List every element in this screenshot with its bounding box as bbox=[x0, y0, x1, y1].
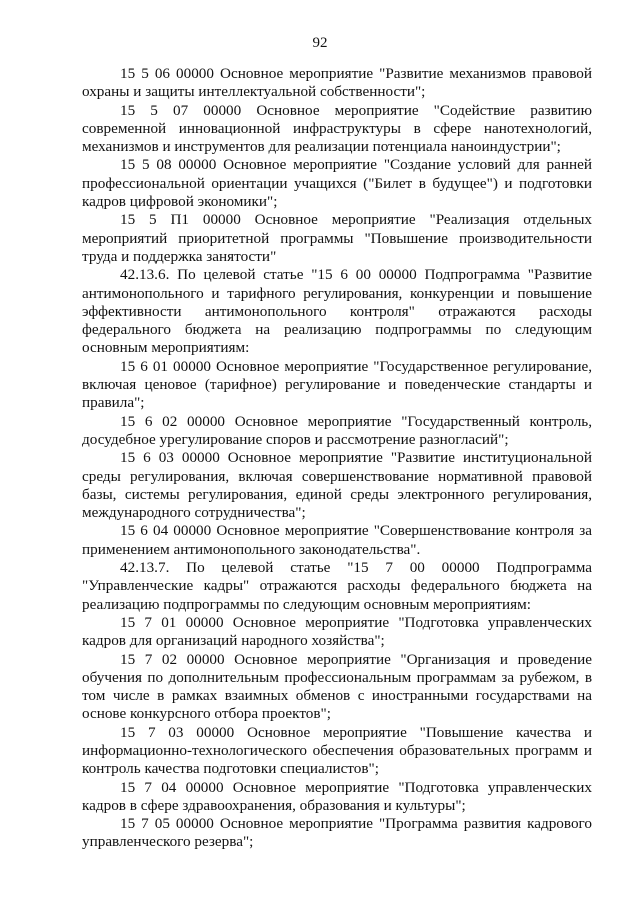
paragraph: 15 5 П1 00000 Основное мероприятие "Реализация отдельных мероприятий приоритетной программы "Повышение производительности труда и поддержка занятости" bbox=[82, 211, 592, 265]
paragraph: 15 6 01 00000 Основное мероприятие "Государственное регулирование, включая ценовое (тарифное) регулирование и поведенческие стандарты и правила"; bbox=[82, 357, 592, 412]
document-body bbox=[82, 65, 592, 852]
page-number: 92 bbox=[312, 35, 328, 51]
paragraph: 15 7 03 00000 Основное мероприятие "Повышение качества и информационно-технологического обеспечения образовательных программ и контроль качества подготовки специалистов"; bbox=[82, 723, 592, 778]
paragraph: 15 6 04 00000 Основное мероприятие "Совершенствование контроля за применением антимонопольного законодательства". bbox=[82, 522, 592, 558]
paragraph: 15 5 06 00000 Основное мероприятие "Развитие механизмов правовой охраны и защиты интеллектуальной собственности"; bbox=[82, 65, 592, 101]
section-paragraph: 42.13.7. По целевой статье "15 7 00 00000 Подпрограмма "Управленческие кадры" отражаются расходы федерального бюджета на реализацию подпрограммы по следующим основным мероприятиям: bbox=[82, 559, 592, 613]
paragraph: 15 6 02 00000 Основное мероприятие "Государственный контроль, досудебное урегулирование споров и рассмотрение разногласий"; bbox=[82, 412, 592, 448]
paragraph: 15 7 04 00000 Основное мероприятие "Подготовка управленческих кадров в сфере здравоохранения, образования и культуры"; bbox=[82, 778, 592, 814]
paragraph: 15 7 02 00000 Основное мероприятие "Организация и проведение обучения по дополнительным профессиональным программам за рубежом, в том числе в рамках взаимных обменов с иностранными государствами на основе конкурсного отбора проектов"; bbox=[82, 650, 592, 723]
paragraph: 15 5 07 00000 Основное мероприятие "Содействие развитию современной инновационной инфраструктуры в сфере нанотехнологий, механизмов и инструментов для реализации потенциала наноиндустрии"; bbox=[82, 101, 592, 156]
paragraph: 15 7 01 00000 Основное мероприятие "Подготовка управленческих кадров для организаций народного хозяйства"; bbox=[82, 613, 592, 650]
paragraph: 15 6 03 00000 Основное мероприятие "Развитие институциональной среды регулирования, включая совершенствование нормативной правовой базы, системы регулирования, единой среды электронного регулирования, международного сотрудничества"; bbox=[82, 449, 592, 522]
section-paragraph: 42.13.6. По целевой статье "15 6 00 00000 Подпрограмма "Развитие антимонопольного и тарифного регулирования, конкуренции и повышение эффективности антимонопольного контроля" отражаются расходы федерального бюджета на реализацию подпрограммы по следующим основным мероприятиям: bbox=[82, 266, 592, 357]
paragraph: 15 7 05 00000 Основное мероприятие "Программа развития кадрового управленческого резерва"; bbox=[82, 815, 592, 851]
paragraph: 15 5 08 00000 Основное мероприятие "Создание условий для ранней профессиональной ориентации учащихся ("Билет в будущее") и подготовки кадров цифровой экономики"; bbox=[82, 156, 592, 211]
